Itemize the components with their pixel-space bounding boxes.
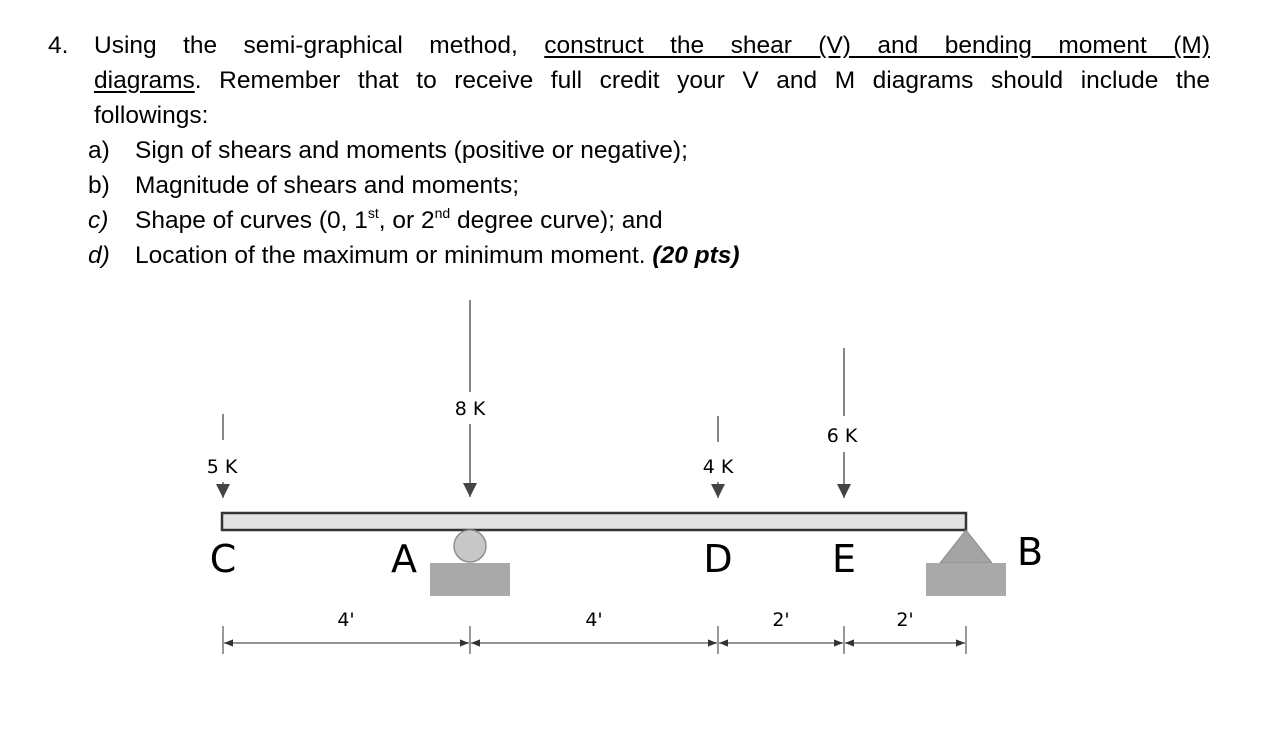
load-label: 8 K [454,398,486,420]
load-5k [207,414,238,498]
load-4k [703,416,734,498]
list-item-text: Sign of shears and moments (positive or negative); [135,137,688,164]
pin-triangle [940,530,992,563]
load-label: 5 K [206,456,238,478]
superscript-nd: nd [434,205,451,221]
roller [454,530,486,562]
beam [222,513,966,530]
question-number: 4. [48,32,69,59]
superscript-st: st [367,205,379,221]
list-item-text-c: degree curve); and [450,207,663,234]
list-item-label: b) [88,172,110,199]
list-item-text-a: Shape of curves (0, 1 [135,207,368,234]
load-6k [827,348,858,498]
question-line-3: followings: [94,102,209,129]
dimension-label-eb: 2' [896,609,914,631]
pin-base [926,563,1006,596]
pin-support-b [926,530,1006,596]
points-value: (20 pts) [652,242,740,269]
question-line-2-underlined: diagrams [94,67,195,94]
point-label-b: B [1016,530,1044,574]
list-item-label: d) [88,242,110,269]
list-item-label: c) [88,207,109,234]
load-8k [455,300,486,497]
question-line-1-underlined: construct the shear (V) and bending moment (M) [544,32,1210,59]
question-line-2-rest: . Remember that to receive full credit your V and M diagrams should include the [194,67,1210,94]
list-item-text: Location of the maximum or minimum moment. [135,242,653,269]
list-item-label: a) [88,137,110,164]
load-label: 4 K [702,456,734,478]
point-label-a: A [391,537,417,581]
dimension-label-ad: 4' [585,609,603,631]
point-label-e: E [831,537,857,581]
point-label-d: D [703,537,733,581]
list-item-text-b: , or 2 [378,207,435,234]
question-line-1-prefix: Using the semi-graphical method, [94,32,545,59]
dimension-label-de: 2' [772,609,790,631]
roller-base [430,563,510,596]
load-label: 6 K [826,425,858,447]
list-item-text: Magnitude of shears and moments; [135,172,520,199]
roller-support-a [430,530,510,596]
point-label-c: C [209,537,237,581]
dimension-label-ca: 4' [337,609,355,631]
